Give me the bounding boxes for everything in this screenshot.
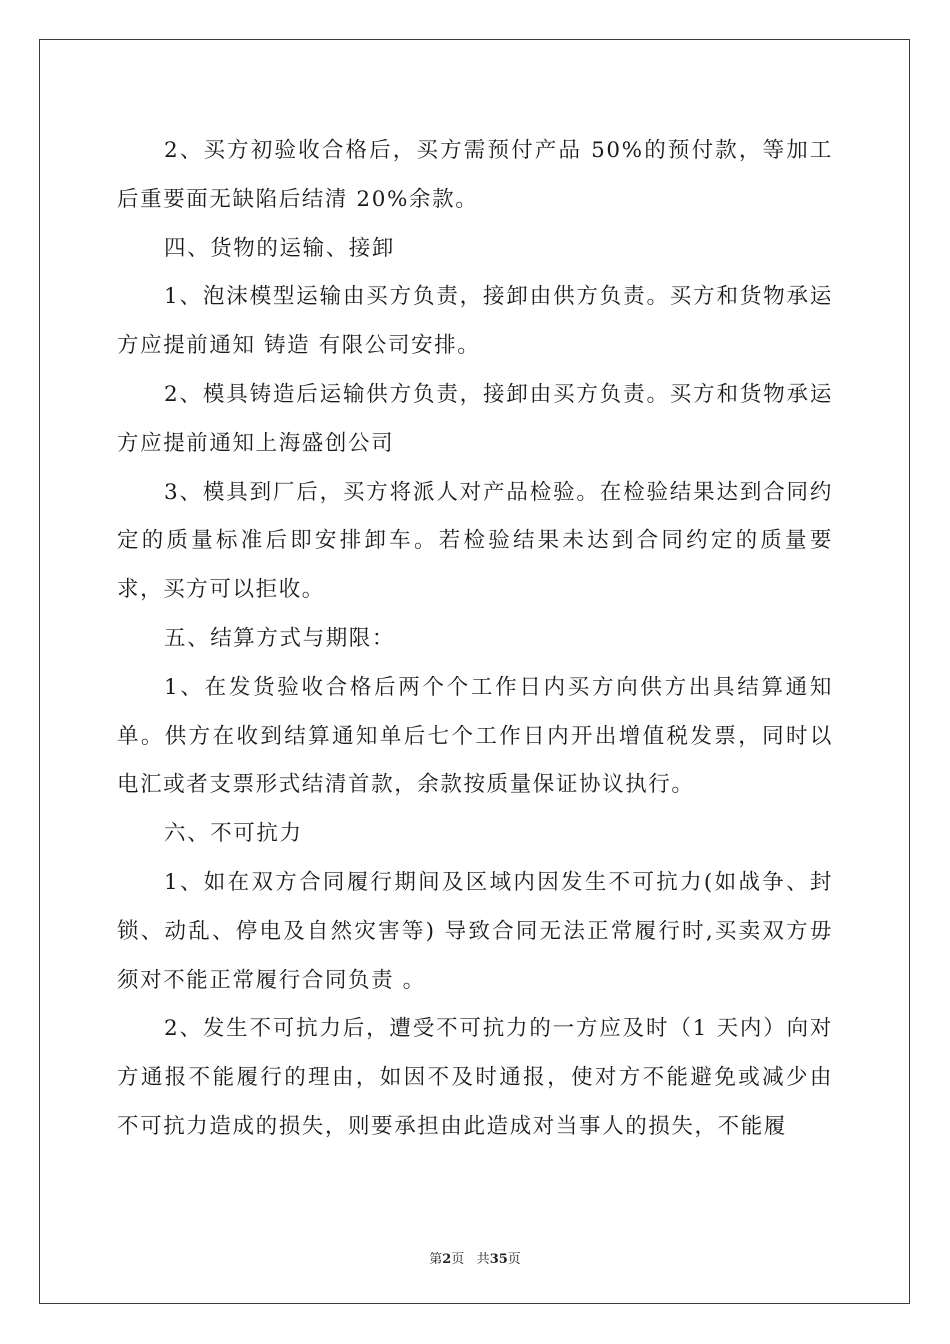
- heading-transport-unloading: 四、货物的运输、接卸: [164, 235, 396, 261]
- total-prefix: 共: [476, 1252, 490, 1267]
- paragraph-payment-advance: 2、买方初验收合格后，买方需预付产品 50%的预付款，等加工后重要面无缺陷后结清 20%余款。: [117, 138, 833, 212]
- page-number: 2: [442, 1252, 452, 1267]
- paragraph-mold-transport: 2、模具铸造后运输供方负责，接卸由买方负责。买方和货物承运方应提前通知上海盛创公司: [117, 381, 833, 456]
- paragraph-foam-model-transport: 1、泡沫模型运输由买方负责，接卸由供方负责。买方和货物承运方应提前通知 铸造 有限公司安排。: [117, 284, 833, 359]
- heading-settlement: 五、结算方式与期限：: [164, 625, 396, 651]
- paragraph-force-majeure-1: 1、如在双方合同履行期间及区域内因发生不可抗力(如战争、封锁、动乱、停电及自然灾害等) 导致合同无法正常履行时,买卖双方毋须对不能正常履行合同负责 。: [117, 869, 833, 993]
- document-body: [117, 127, 833, 1152]
- total-suffix: 页: [507, 1252, 521, 1267]
- total-pages: 35: [489, 1252, 508, 1267]
- paragraph-force-majeure-2: 2、发生不可抗力后，遭受不可抗力的一方应及时（1 天内）向对方通报不能履行的理由，如因不及时通报，使对方不能避免或减少由不可抗力造成的损失，则要承担由此造成对当事人的损失，不能履: [117, 1016, 833, 1139]
- page-footer: [0, 1248, 950, 1267]
- heading-force-majeure: 六、不可抗力: [164, 821, 303, 847]
- page-suffix: 页: [451, 1252, 465, 1267]
- paragraph-settlement-terms: 1、在发货验收合格后两个个工作日内买方向供方出具结算通知单。供方在收到结算通知单后七个工作日内开出增值税发票，同时以电汇或者支票形式结清首款，余款按质量保证协议执行。: [117, 674, 833, 798]
- paragraph-mold-inspection: 3、模具到厂后，买方将派人对产品检验。在检验结果达到合同约定的质量标准后即安排卸车。若检验结果未达到合同约定的质量要求，买方可以拒收。: [117, 479, 833, 603]
- page-prefix: 第: [429, 1252, 443, 1267]
